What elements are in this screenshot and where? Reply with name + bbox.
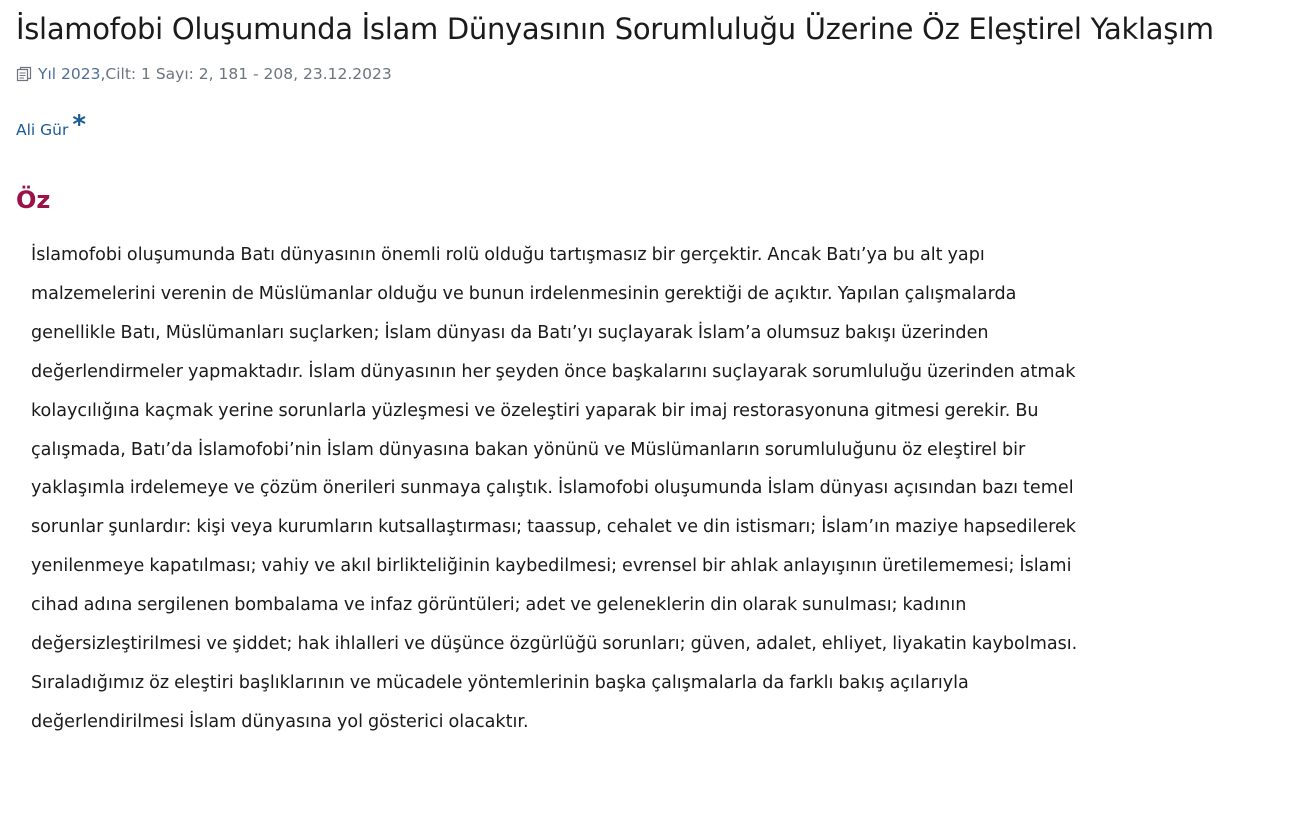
- abstract-line: sorunlar şunlardır: kişi veya kurumların kutsallaştırması; taassup, cehalet ve din istismarı; İslam’ın maziye hapsedilerek: [31, 517, 1076, 538]
- abstract-heading: Öz: [16, 186, 51, 214]
- abstract-line: Sıraladığımız öz eleştiri başlıklarının ve mücadele yöntemlerinin başka çalışmalarla da farklı bakış açılarıyla: [31, 672, 969, 693]
- abstract-line: yaklaşımla irdelemeye ve çözüm önerileri sunmaya çalıştık. İslamofobi oluşumunda İslam dünyası açısından bazı temel: [31, 478, 1074, 499]
- abstract-line: cihad adına sergilenen bombalama ve infaz görüntüleri; adet ve geleneklerin din olarak sunulması; kadının: [31, 595, 967, 616]
- abstract-line: çalışmada, Batı’da İslamofobi’nin İslam dünyasına bakan yönünü ve Müslümanların sorumluluğunu öz eleştirel bir: [31, 439, 1026, 460]
- issue-link[interactable]: Yıl 2023,: [38, 65, 106, 83]
- issue-info: [16, 63, 1285, 85]
- abstract-line: İslamofobi oluşumunda Batı dünyasının önemli rolü olduğu tartışmasız bir gerçektir. Ancak Batı’ya bu alt yapı: [31, 245, 985, 265]
- abstract-line: değerlendirmeler yapmaktadır. İslam dünyasının her şeyden önce başkalarını suçlayarak sorumluluğu üzerinden atmak: [31, 361, 1076, 382]
- author-list: [16, 112, 1285, 138]
- copy-icon: [16, 66, 32, 82]
- abstract-text: [31, 236, 1287, 742]
- issue-details: Cilt: 1 Sayı: 2, 181 - 208, 23.12.2023: [105, 65, 392, 83]
- abstract-line: yenilenmeye kapatılması; vahiy ve akıl birlikteliğinin kaybedilmesi; evrensel bir ahlak anlayışının üretilememesi; İslami: [31, 556, 1072, 577]
- abstract-line: genellikle Batı, Müslümanları suçlarken; İslam dünyası da Batı’yı suçlayarak İslam’a olumsuz bakışı üzerinden: [31, 322, 989, 343]
- corresponding-author-mark: *: [72, 110, 86, 140]
- abstract-line: değerlendirilmesi İslam dünyasına yol gösterici olacaktır.: [31, 711, 529, 732]
- article-title: İslamofobi Oluşumunda İslam Dünyasının Sorumluluğu Üzerine Öz Eleştirel Yaklaşım: [16, 12, 1214, 46]
- abstract-line: değersizleştirilmesi ve şiddet; hak ihlalleri ve düşünce özgürlüğü sorunları; güven, adalet, ehliyet, liyakatin kaybolması.: [31, 634, 1078, 655]
- author-link[interactable]: Ali Gür: [16, 121, 69, 139]
- abstract-line: malzemelerini verenin de Müslümanlar olduğu ve bunun irdelenmesinin gerektiği de açıktır. Yapılan çalışmalarda: [31, 283, 1017, 304]
- abstract-line: kolaycılığına kaçmak yerine sorunlarla yüzleşmesi ve özeleştiri yaparak bir imaj restorasyonuna gitmesi gerekir. Bu: [31, 400, 1039, 421]
